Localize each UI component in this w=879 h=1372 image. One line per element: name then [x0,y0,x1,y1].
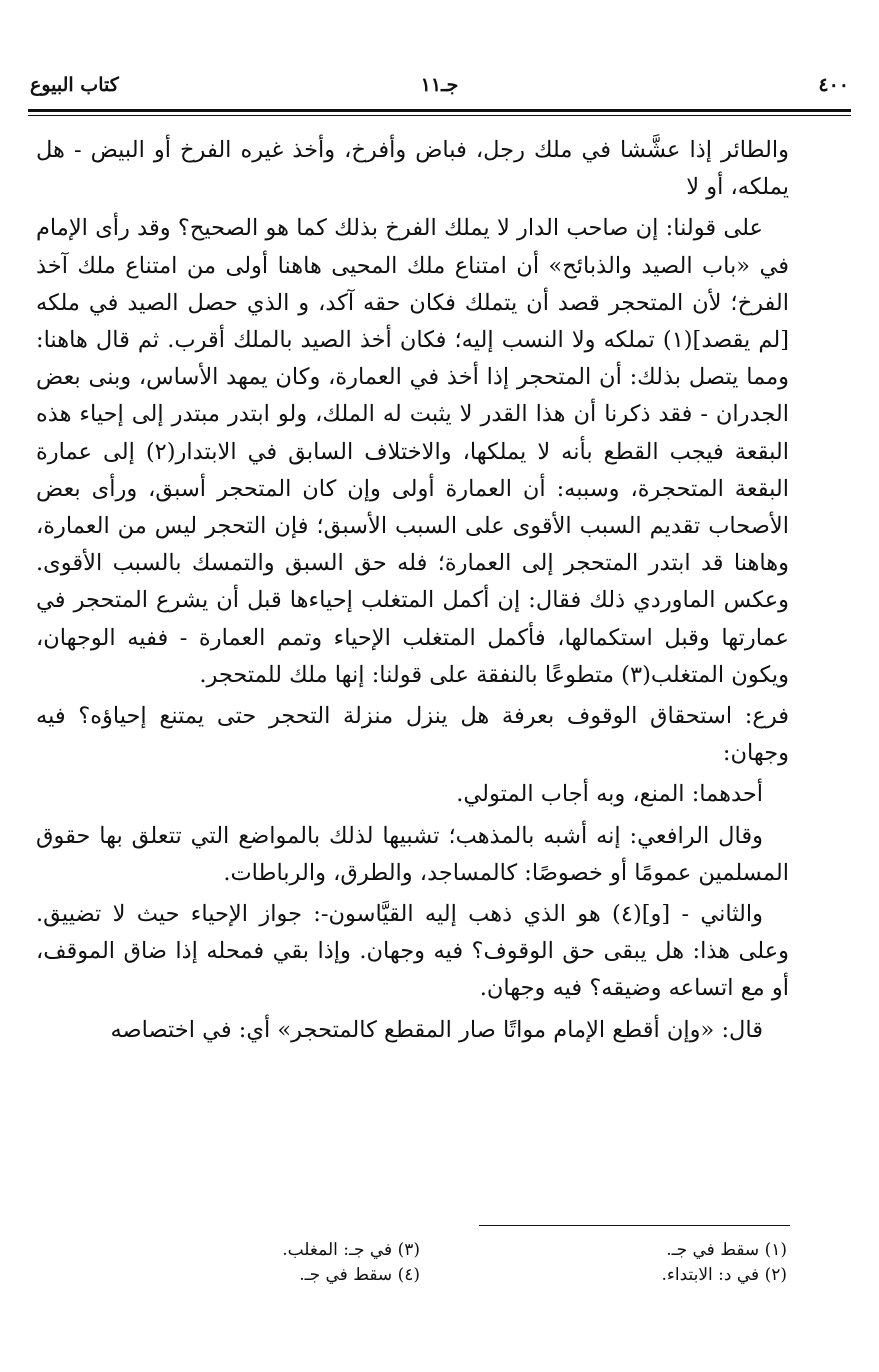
main-text [36,132,789,1053]
header-rule-thin [28,115,851,116]
footnote-2: (٢) في د: الابتداء. [661,1265,787,1285]
footnote-column-left [120,1238,420,1288]
footnote-column-right [487,1238,787,1288]
footnote-1: (١) سقط في جـ. [666,1240,787,1260]
paragraph-4: أحدهما: المنع، وبه أجاب المتولي. [456,781,763,808]
paragraph-3: فرع: استحقاق الوقوف بعرفة هل ينزل منزلة التحجر حتى يمتنع إحياؤه؟ فيه وجهان: [36,703,789,767]
page-number: ٤٠٠ [818,74,849,96]
paragraph-1: والطائر إذا عشَّشا في ملك رجل، فباض وأفرخ، وأخذ غيره الفرخ أو البيض - هل يملكه، أو لا [36,137,789,201]
book-title: كتاب البيوع [30,74,119,96]
running-header [28,74,851,104]
volume-label: جـ١١ [420,74,459,96]
header-rule-thick [28,109,851,112]
footnote-4: (٤) سقط في جـ. [299,1265,420,1285]
paragraph-7: قال: «وإن أقطع الإمام مواتًا صار المقطع كالمتحجر» أي: في اختصاصه [110,1016,763,1043]
paragraph-6: والثاني - [و](٤) هو الذي ذهب إليه القيَّاسون-: جواز الإحياء حيث لا تضييق. وعلى هذا: هل يبقى حق الوقوف؟ فيه وجهان. وإذا بقي فمحله إذا ضاق الموقف، أو مع اتساعه وضيقه؟ فيه وجهان. [36,901,789,1002]
paragraph-5: وقال الرافعي: إنه أشبه بالمذهب؛ تشبيها لذلك بالمواضع التي تتعلق بها حقوق المسلمين عمومًا أو خصوصًا: كالمساجد، والطرق، والرباطات. [36,822,789,886]
footnote-3: (٣) في جـ: المغلب. [282,1240,420,1260]
footnote-rule [479,1225,790,1226]
paragraph-2: على قولنا: إن صاحب الدار لا يملك الفرخ بذلك كما هو الصحيح؟ وقد رأى الإمام في «باب الصيد والذبائح» أن امتناع ملك المحيى هاهنا أولى من امتناع ملك آخذ الفرخ؛ لأن المتحجر قصد أن يتملك فكان حقه آكد، و الذي حصل الصيد في ملكه [لم يقصد](١) تملكه ولا النسب إليه؛ فكان أخذ الصيد بالملك أقرب. ثم قال هاهنا: ومما يتصل بذلك: أن المتحجر إذا أخذ في العمارة، وكان يمهد الأساس، وبنى بعض الجدران - فقد ذكرنا أن هذا القدر لا يثبت له الملك، ولو ابتدر مبتدر إلى إحياء هذه البقعة فيجب القطع بأنه لا يملكها، والاختلاف السابق في الابتدار(٢) إلى عمارة البقعة المتحجرة، وسببه: أن العمارة أولى وإن كان المتحجر أسبق، ورأى بعض الأصحاب تقديم السبب الأقوى على السبب الأسبق؛ فإن التحجر ليس من العمارة، وهاهنا قد ابتدر المتحجر إلى العمارة؛ فله حق السبق والتمسك بالسبب الأقوى. وعكس الماوردي ذلك فقال: إن أكمل المتغلب إحياءها قبل أن يشرع المتحجر في عمارتها وقبل استكمالها، فأكمل المتغلب الإحياء وتمم العمارة - ففيه الوجهان، ويكون المتغلب(٣) متطوعًا بالنفقة على قولنا: إنها ملك للمتحجر. [36,215,789,688]
